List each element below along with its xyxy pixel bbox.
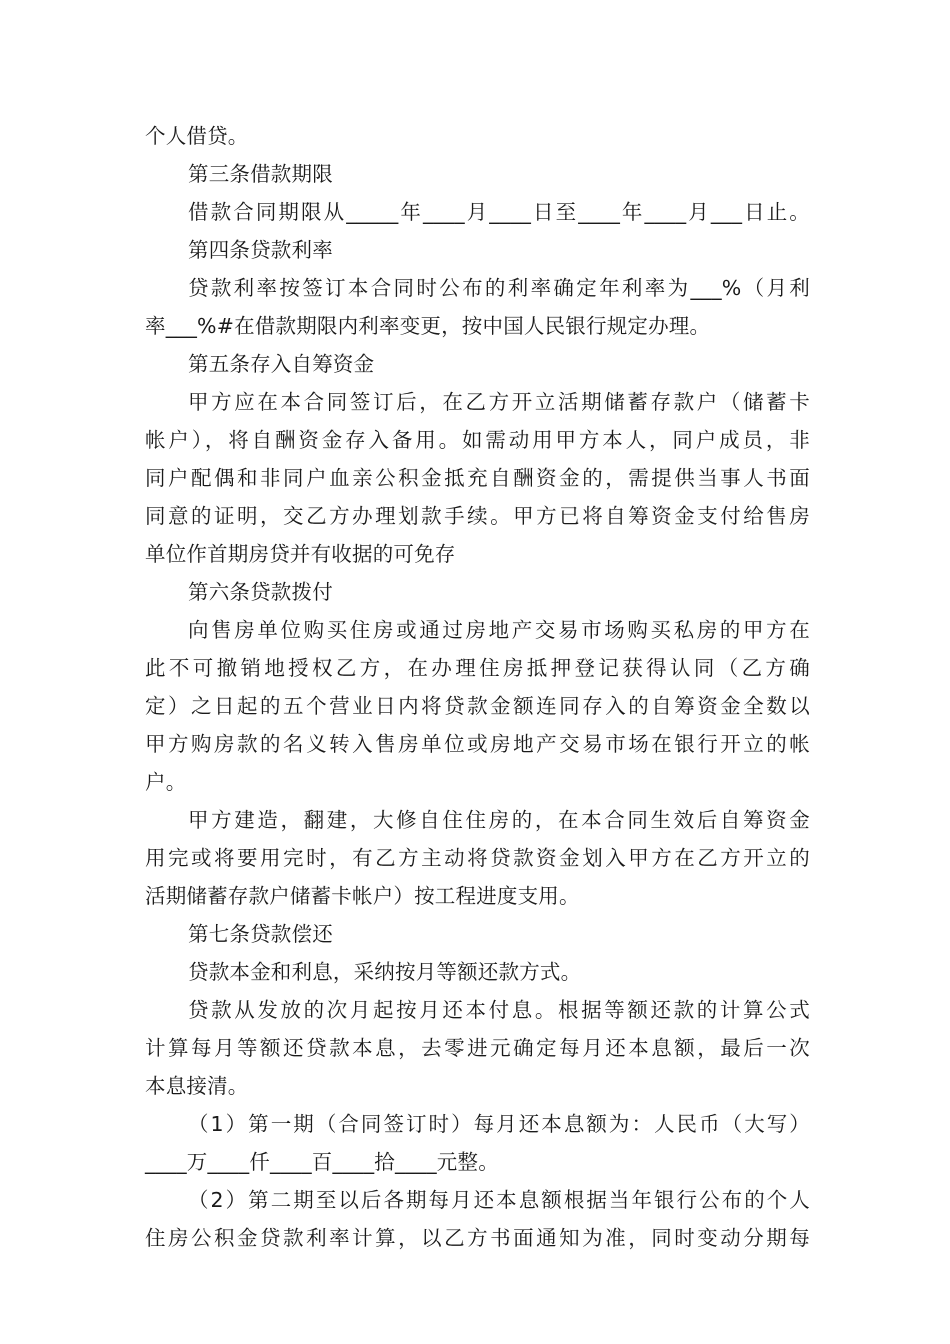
section-heading: 第三条借款期限 xyxy=(188,162,333,186)
text-line: 甲方购房款的名义转入售房单位或房地产交易市场在银行开立的帐 xyxy=(145,732,810,756)
text-line: 活期储蓄存款户储蓄卡帐户）按工程进度支用。 xyxy=(145,884,580,908)
text-line: 单位作首期房贷并有收据的可免存 xyxy=(145,542,456,566)
text-line: 住房公积金贷款利率计算，以乙方书面通知为准，同时变动分期每 xyxy=(145,1226,810,1250)
text-line: 计算每月等额还贷款本息，去零进元确定每月还本息额，最后一次 xyxy=(145,1036,810,1060)
text-line: 同户配偶和非同户血亲公积金抵充自酬资金的，需提供当事人书面 xyxy=(145,466,810,490)
section-heading: 第四条贷款利率 xyxy=(188,238,333,262)
section-heading: 第七条贷款偿还 xyxy=(188,922,333,946)
text-line: 同意的证明，交乙方办理划款手续。甲方已将自筹资金支付给售房 xyxy=(145,504,810,528)
section-heading: 第五条存入自筹资金 xyxy=(188,352,375,376)
text-line: 本息接清。 xyxy=(145,1074,249,1098)
text-line: 向售房单位购买住房或通过房地产交易市场购买私房的甲方在 xyxy=(188,618,810,642)
text-line: ____万____仟____百____拾____元整。 xyxy=(145,1150,499,1174)
text-line: 贷款本金和利息，采纳按月等额还款方式。 xyxy=(188,960,582,984)
text-line: 定）之日起的五个营业日内将贷款金额连同存入的自筹资金全数以 xyxy=(145,694,810,718)
text-line: 借款合同期限从_____年____月____日至____年____月___日止。 xyxy=(188,200,810,224)
text-line: 此不可撤销地授权乙方，在办理住房抵押登记获得认同（乙方确 xyxy=(145,656,810,680)
section-heading: 第六条贷款拨付 xyxy=(188,580,333,604)
text-line: 甲方应在本合同签订后，在乙方开立活期储蓄存款户（储蓄卡 xyxy=(188,390,810,414)
text-line: 甲方建造，翻建，大修自住住房的，在本合同生效后自筹资金 xyxy=(188,808,810,832)
text-line: 贷款从发放的次月起按月还本付息。根据等额还款的计算公式 xyxy=(188,998,810,1022)
text-line: 户。 xyxy=(145,770,187,794)
text-line: （2）第二期至以后各期每月还本息额根据当年银行公布的个人 xyxy=(188,1188,810,1212)
text-line: 个人借贷。 xyxy=(145,124,249,148)
text-line: 用完或将要用完时，有乙方主动将贷款资金划入甲方在乙方开立的 xyxy=(145,846,810,870)
text-line: （1）第一期（合同签订时）每月还本息额为：人民币（大写） xyxy=(188,1112,810,1136)
text-line: 率___%#在借款期限内利率变更，按中国人民银行规定办理。 xyxy=(145,314,711,338)
text-line: 贷款利率按签订本合同时公布的利率确定年利率为___%（月利 xyxy=(188,276,810,300)
text-line: 帐户），将自酬资金存入备用。如需动用甲方本人，同户成员，非 xyxy=(145,428,810,452)
